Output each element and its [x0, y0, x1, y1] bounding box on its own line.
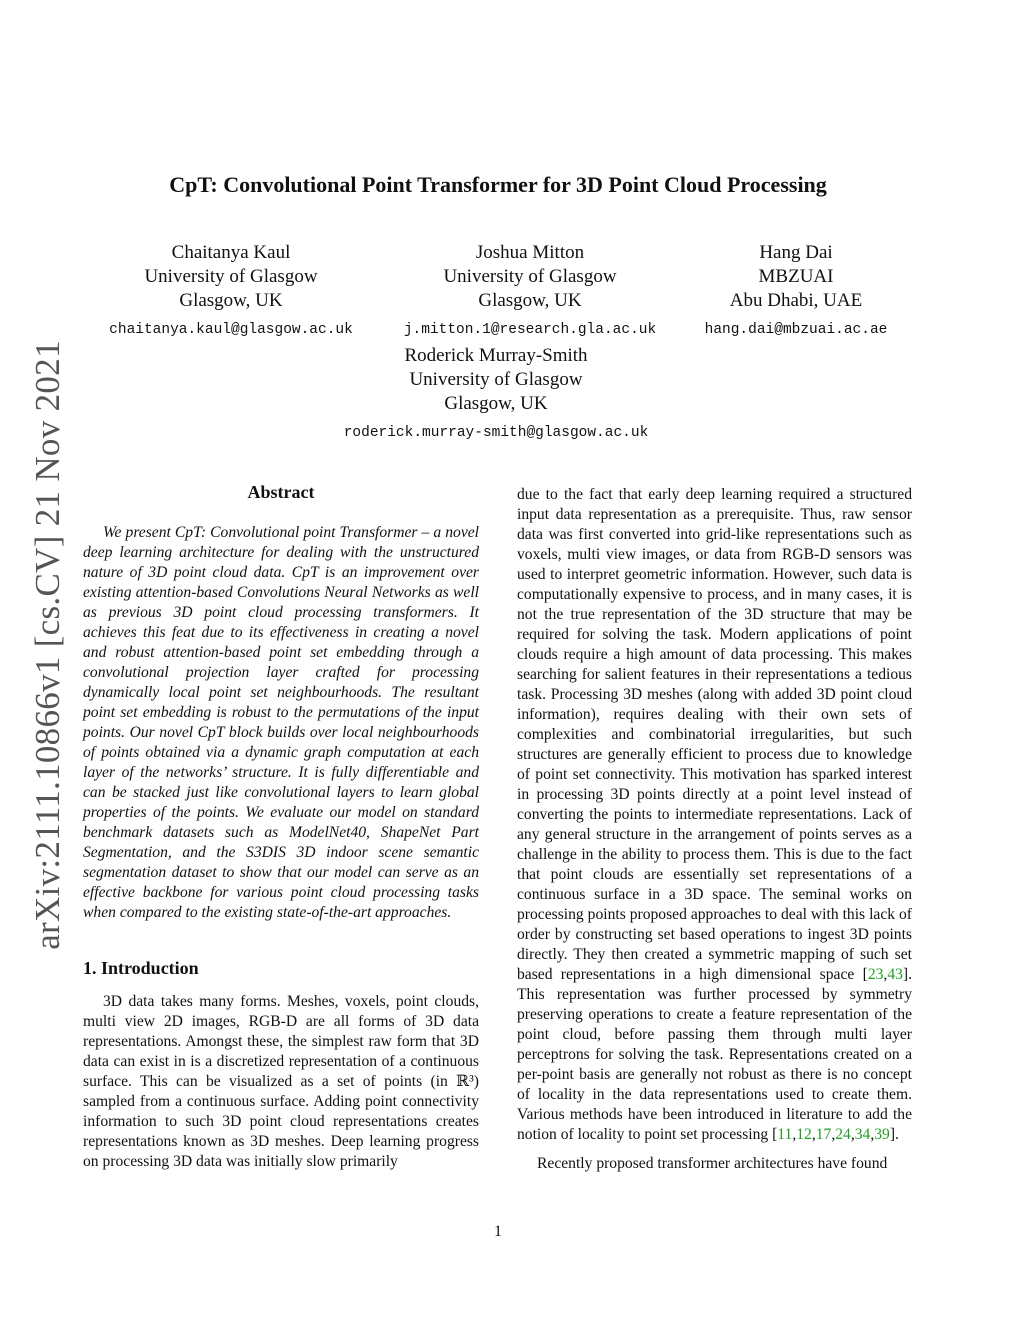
- citation-link[interactable]: 11: [777, 1126, 793, 1143]
- author-email: j.mitton.1@research.gla.ac.uk: [403, 322, 657, 338]
- body-paragraph: Recently proposed transformer architectures have found: [537, 1155, 888, 1172]
- author-location: Glasgow, UK: [444, 393, 548, 414]
- intro-text: 3D data takes many forms. Meshes, voxels, point clouds, multi view 2D images, RGB-D are all forms of 3D data representations. Amongst these, the simplest raw form that 3D data can exist in is a discretized representation of a continuous surface. This can be visualized as a set of points (in: [83, 993, 479, 1090]
- body-text: ].: [889, 1126, 899, 1143]
- body-paragraph: due to the fact that early deep learning required a structured input data representation as a prerequisite. Thus, raw sensor data was first converted into grid-like representations such as voxels, multi view images, or data from RGB-D sensors was used to interpret geometric information. However, such data is computationally expensive to process, and in many cases, it is not the true representation of the 3D structure that may be required for solving the task. Modern applications of point clouds require a high amount of data processing. This makes searching for salient features in their representations a tedious task. Processing 3D meshes (along with added 3D point cloud information), requires dealing with their own sets of complexities and combinatorial irregularities, but such structures are generally efficient to process due to knowledge of point set connectivity. This motivation has sparked interest in processing 3D points directly at a point level instead of converting the points to intermediate representations. Lack of any general structure in the arrangement of points serves as a challenge in the ability to process them. This is due to the fact that point clouds are essentially set representations of a continuous surface in a 3D space. The seminal works on processing points proposed approaches to deal with this lack of order by constructing set based operations to ingest 3D points directly. They then created a symmetric mapping of such set based representations in a high dimensional space [23,43]. This representation was further processed by symmetry preserving operations to create a feature representation of the point cloud, before passing them through multi layer perceptrons for solving the task. Representations created on a per-point basis are generally not robust as there is no concept of locality in the data representations used to create them. Various methods have been introduced in literature to add the notion of locality to point set processing [11,12,17,24,34,39].: [517, 486, 912, 1143]
- real-space-symbol: ℝ³: [456, 1073, 474, 1090]
- author-location: Glasgow, UK: [179, 290, 283, 311]
- author-email: roderick.murray-smith@glasgow.ac.uk: [343, 425, 649, 441]
- author-block: [95, 241, 367, 342]
- author-block: [320, 344, 672, 445]
- author-email: chaitanya.kaul@glasgow.ac.uk: [109, 322, 353, 338]
- author-name: Roderick Murray-Smith: [404, 345, 588, 366]
- citation-link[interactable]: 39: [874, 1126, 890, 1143]
- citation-link[interactable]: 24: [835, 1126, 851, 1143]
- introduction-heading: 1. Introduction: [83, 958, 199, 978]
- introduction-paragraph: [83, 992, 479, 1172]
- citation-link[interactable]: 12: [796, 1126, 812, 1143]
- author-block: [690, 241, 902, 342]
- author-block: [395, 241, 665, 342]
- citation-link[interactable]: 23: [867, 966, 884, 983]
- citation-link[interactable]: 43: [887, 966, 903, 983]
- author-name: Hang Dai: [759, 242, 833, 263]
- author-name: Joshua Mitton: [475, 242, 585, 263]
- paper-title: CpT: Convolutional Point Transformer for 3D Point Cloud Processing: [169, 172, 827, 197]
- intro-text: ) sampled from a continuous surface. Adding point connectivity information to such 3D point cloud representations creates representations known as 3D meshes. Deep learning progress on processing 3D data was initially slow primarily: [83, 1073, 479, 1170]
- author-affiliation: University of Glasgow: [409, 369, 583, 390]
- abstract-heading: Abstract: [247, 482, 315, 502]
- author-affiliation: University of Glasgow: [443, 266, 617, 287]
- body-text: due to the fact that early deep learning required a structured input data representation as a prerequisite. Thus, raw sensor data was first converted into grid-like representations such as voxels, multi view images, or data from RGB-D sensors was used to interpret geometric information. However, such data is computationally expensive to process, and in many cases, it is not the true representation of the 3D structure that may be required for solving the task. Modern applications of point clouds require a high amount of data processing. This makes searching for salient features in their representations a tedious task. Processing 3D meshes (along with added 3D point cloud information), requires dealing with their own sets of complexities and combinatorial irregularities, but such structures are generally efficient to process due to knowledge of point set connectivity. This motivation has sparked interest in processing 3D points directly at a point level instead of converting the points to intermediate representations. Lack of any general structure in the arrangement of points serves as a challenge in the ability to process them. This is due to the fact that point clouds are essentially set representations of a continuous surface in a 3D space. The seminal works on processing points proposed approaches to deal with this lack of order by constructing set based operations to ingest 3D points directly. They then created a symmetric mapping of such set based representations in a high dimensional space [: [517, 486, 912, 983]
- author-affiliation: MBZUAI: [758, 266, 834, 287]
- citation-link[interactable]: 17: [815, 1126, 832, 1143]
- body-text: ]. This representation was further processed by symmetry preserving operations to create a feature representation of the point cloud, before passing them through multi layer perceptrons for solving the task. Representations created on a per-point basis are generally not robust as there is no concept of locality in the data representations used to create them. Various methods have been introduced in literature to add the notion of locality to point set processing [: [517, 966, 912, 1143]
- author-location: Glasgow, UK: [478, 290, 582, 311]
- left-column: [83, 482, 479, 1172]
- author-location: Abu Dhabi, UAE: [729, 290, 863, 311]
- citation-link[interactable]: 34: [854, 1126, 871, 1143]
- author-email: hang.dai@mbzuai.ac.ae: [704, 322, 888, 338]
- author-affiliation: University of Glasgow: [144, 266, 318, 287]
- right-column: [517, 485, 912, 1174]
- abstract-text: We present CpT: Convolutional point Transformer – a novel deep learning architecture for dealing with the unstructured nature of 3D point cloud data. CpT is an improvement over existing attention-based Convolutions Neural Networks as well as previous 3D point cloud processing transformers. It achieves this feat due to its effectiveness in creating a novel and robust attention-based point set embedding through a convolutional projection layer crafted for processing dynamically local point set neighbourhoods. The resultant point set embedding is robust to the permutations of the input points. Our novel CpT block builds over local neighbourhoods of points obtained via a dynamic graph computation at each layer of the networks’ structure. It is fully differentiable and can be stacked just like convolutional layers to learn global properties of the points. We evaluate our model on standard benchmark datasets such as ModelNet40, ShapeNet Part Segmentation, and the S3DIS 3D indoor scene semantic segmentation dataset to show that our model can serve as an effective backbone for various point cloud processing tasks when compared to the existing state-of-the-art approaches.: [83, 524, 479, 921]
- author-name: Chaitanya Kaul: [171, 242, 291, 263]
- arxiv-id: arXiv:2111.10866v1 [cs.CV] 21 Nov 2021: [28, 340, 67, 950]
- page-number: 1: [494, 1223, 502, 1240]
